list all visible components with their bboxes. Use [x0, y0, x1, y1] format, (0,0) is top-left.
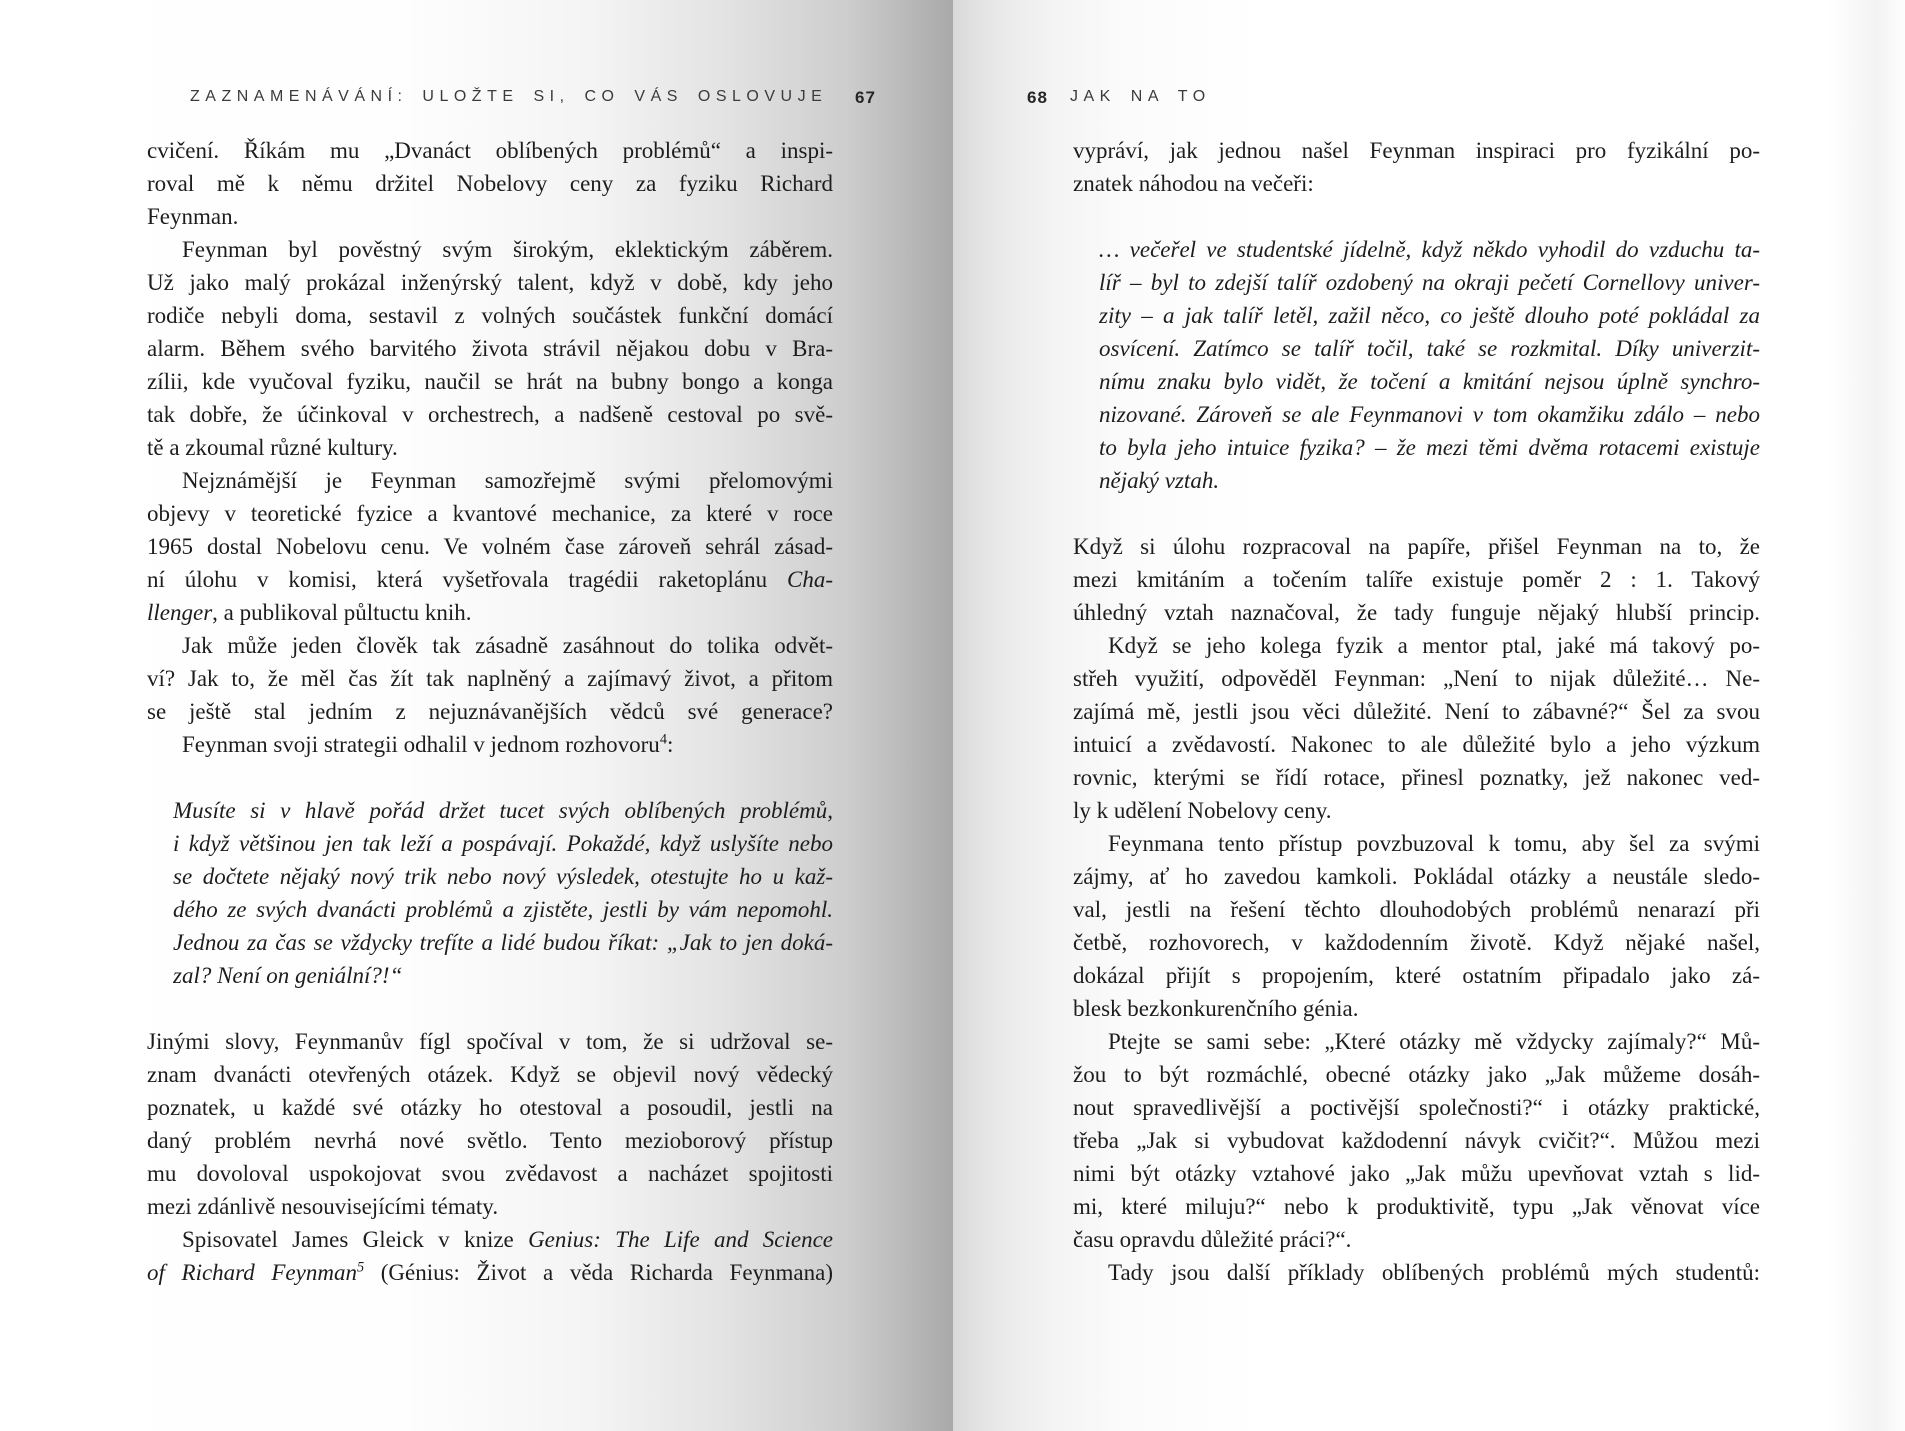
text-line: 1965 dostal Nobelovu cenu. Ve volném čase zároveň sehrál zásad- — [147, 534, 833, 559]
text-line: Jednou za čas se vždycky trefíte a lidé budou říkat: „Jak to jen doká- — [173, 930, 833, 955]
text-line: blesk bezkonkurenčního génia. — [1073, 996, 1359, 1021]
text-line: Tady jsou další příklady oblíbených problémů mých studentů: — [1108, 1260, 1760, 1285]
text-line: úhledný vztah naznačoval, že tady funguje nějaký hlubší princip. — [1073, 600, 1760, 625]
text-line: Feynman. — [147, 204, 239, 229]
text-line: i když většinou jen tak leží a pospávají. Pokaždé, když uslyšíte nebo — [173, 831, 833, 856]
text-line: času opravdu důležité práci?“. — [1073, 1227, 1352, 1252]
right-header-title: JAK NA TO — [1070, 88, 1211, 105]
text-line: nizované. Zároveň se ale Feynmanovi v tom okamžiku zdálo – nebo — [1099, 402, 1760, 427]
paragraph-block — [147, 134, 833, 761]
text-line: četbě, rozhovorech, v každodenním životě. Když nějaké našel, — [1073, 930, 1760, 955]
text-line: Už jako malý prokázal inženýrský talent, když v době, kdy jeho — [147, 270, 833, 295]
left-running-header — [0, 88, 953, 112]
quote-block — [1099, 233, 1760, 497]
text-line: rovnic, kterými se řídí rotace, přinesl poznatky, jež nakonec ved- — [1073, 765, 1760, 790]
text-line: val, jestli na řešení těchto dlouhodobých problémů nenarazí při — [1073, 897, 1760, 922]
text-line: poznatek, u každé své otázky ho otestoval a posoudil, jestli na — [147, 1095, 833, 1120]
text-line: Jak může jeden člověk tak zásadně zasáhnout do tolika odvět- — [182, 633, 833, 658]
text-line: cvičení. Říkám mu „Dvanáct oblíbených problémů“ a inspi- — [147, 138, 833, 163]
text-line: dokázal přijít s propojením, které ostatním připadalo jako zá- — [1073, 963, 1760, 988]
text-line: Feynman byl pověstný svým širokým, eklektickým záběrem. — [182, 237, 833, 262]
text-line: zity – a jak talíř letěl, zažil něco, co ještě dlouho poté pokládal za — [1099, 303, 1760, 328]
text-line: objevy v teoretické fyzice a kvantové mechanice, za které v roce — [147, 501, 833, 526]
text-line: of Richard Feynman$^5$ (Génius: Život a věda Richarda Feynmana) — [147, 1259, 833, 1285]
text-line: zajímá mě, jestli jsou věci důležité. Není to zábavné?“ Šel za svou — [1073, 699, 1760, 724]
text-line: nimi být otázky vztahové jako „Jak můžu upevňovat vztah s lid- — [1073, 1161, 1760, 1186]
text-line: … večeřel ve studentské jídelně, když někdo vyhodil do vzduchu ta- — [1099, 237, 1760, 262]
text-line: Ptejte se sami sebe: „Které otázky mě vždycky zajímaly?“ Mů- — [1108, 1029, 1760, 1054]
text-line: osvícení. Zatímco se talíř točil, také se rozkmital. Díky univerzit- — [1099, 336, 1760, 361]
text-line: llenger, a publikoval půltuctu knih. — [147, 600, 472, 625]
text-line: ly k udělení Nobelovy ceny. — [1073, 798, 1332, 823]
right-running-header — [953, 88, 1905, 112]
text-line: nějaký vztah. — [1099, 468, 1220, 493]
text-line: to byla jeho intuice fyzika? – že mezi těmi dvěma rotacemi existuje — [1099, 435, 1760, 460]
text-line: Feynmana tento přístup povzbuzoval k tomu, aby šel za svými — [1108, 831, 1760, 856]
text-line: Nejznámější je Feynman samozřejmě svými přelomovými — [182, 468, 833, 493]
text-line: vypráví, jak jednou našel Feynman inspiraci pro fyzikální po- — [1073, 138, 1760, 163]
right-page — [953, 0, 1905, 1431]
text-line: daný problém nevrhá nové světlo. Tento mezioborový přístup — [147, 1128, 833, 1153]
text-line: ní úlohu v komisi, která vyšetřovala tragédii raketoplánu Cha- — [147, 567, 833, 592]
text-line: se ještě stal jedním z nejuznávanějších vědců své generace? — [147, 699, 833, 724]
text-line: Když si úlohu rozpracoval na papíře, přišel Feynman na to, že — [1073, 534, 1760, 559]
text-line: Musíte si v hlavě pořád držet tucet svých oblíbených problémů, — [173, 798, 833, 823]
text-line: mezi kmitáním a točením talíře existuje poměr 2 : 1. Takový — [1073, 567, 1760, 592]
text-line: zal? Není on geniální?!“ — [173, 963, 403, 988]
paragraph-block — [1073, 134, 1760, 200]
left-page-number: 67 — [855, 88, 876, 107]
text-line: rodiče nebyli doma, sestavil z volných součástek funkční domácí — [147, 303, 833, 328]
text-line: třeba „Jak si vybudovat každodenní návyk cvičit?“. Můžou mezi — [1073, 1128, 1760, 1153]
text-line: líř – byl to zdejší talíř ozdobený na okraji pečetí Cornellovy univer- — [1099, 270, 1760, 295]
text-line: mu dovoloval uspokojovat svou zvědavost a nacházet spojitosti — [147, 1161, 833, 1186]
text-line: mi, které miluju?“ nebo k produktivitě, typu „Jak věnovat více — [1073, 1194, 1760, 1219]
text-line: střeh využití, odpověděl Feynman: „Není to nijak důležité… Ne- — [1073, 666, 1760, 691]
text-line: nímu znaku bylo vidět, že točení a kmitání nejsou úplně synchro- — [1099, 369, 1760, 394]
text-line: alarm. Během svého barvitého života strávil nějakou dobu v Bra- — [147, 336, 833, 361]
quote-block — [173, 794, 833, 992]
text-line: tě a zkoumal různé kultury. — [147, 435, 398, 460]
text-line: Spisovatel James Gleick v knize Genius: The Life and Science — [182, 1227, 833, 1252]
text-line: intuicí a zvědavostí. Nakonec to ale důležité bylo a jeho výzkum — [1073, 732, 1760, 757]
text-line: nout spravedlivější a poctivější společnosti?“ i otázky praktické, — [1073, 1095, 1760, 1120]
text-line: znam dvanácti otevřených otázek. Když se objevil nový vědecký — [147, 1062, 833, 1087]
left-header-title: ZAZNAMENÁVÁNÍ: ULOŽTE SI, CO VÁS OSLOVUJE — [190, 88, 828, 105]
left-page-body — [147, 134, 833, 1289]
paragraph-block — [1073, 530, 1760, 1289]
text-line: Feynman svoji strategii odhalil v jednom rozhovoru$^4$: — [182, 731, 674, 757]
right-page-body — [1073, 134, 1760, 1289]
right-page-number: 68 — [1027, 88, 1048, 107]
text-line: tak dobře, že účinkoval v orchestrech, a nadšeně cestoval po svě- — [147, 402, 833, 427]
text-line: ví? Jak to, že měl čas žít tak naplněný a zajímavý život, a přitom — [147, 666, 833, 691]
text-line: mezi zdánlivě nesouvisejícími tématy. — [147, 1194, 499, 1219]
text-line: žou to být rozmáchlé, obecné otázky jako „Jak můžeme dosáh- — [1073, 1062, 1760, 1087]
text-line: zájmy, ať ho zavedou kamkoli. Pokládal otázky a neustále sledo- — [1073, 864, 1760, 889]
paragraph-block — [147, 1025, 833, 1289]
text-line: Jinými slovy, Feynmanův fígl spočíval v tom, že si udržoval se- — [147, 1029, 833, 1054]
text-line: zílii, kde vyučoval fyziku, naučil se hrát na bubny bongo a konga — [147, 369, 833, 394]
text-line: Když se jeho kolega fyzik a mentor ptal, jaké má takový po- — [1108, 633, 1760, 658]
text-line: znatek náhodou na večeři: — [1073, 171, 1314, 196]
text-line: se dočtete nějaký nový trik nebo nový výsledek, otestujte ho u kaž- — [173, 864, 833, 889]
text-line: dého ze svých dvanácti problémů a zjistěte, jestli by vám nepomohl. — [173, 897, 833, 922]
text-line: roval mě k němu držitel Nobelovy ceny za fyziku Richard — [147, 171, 833, 196]
